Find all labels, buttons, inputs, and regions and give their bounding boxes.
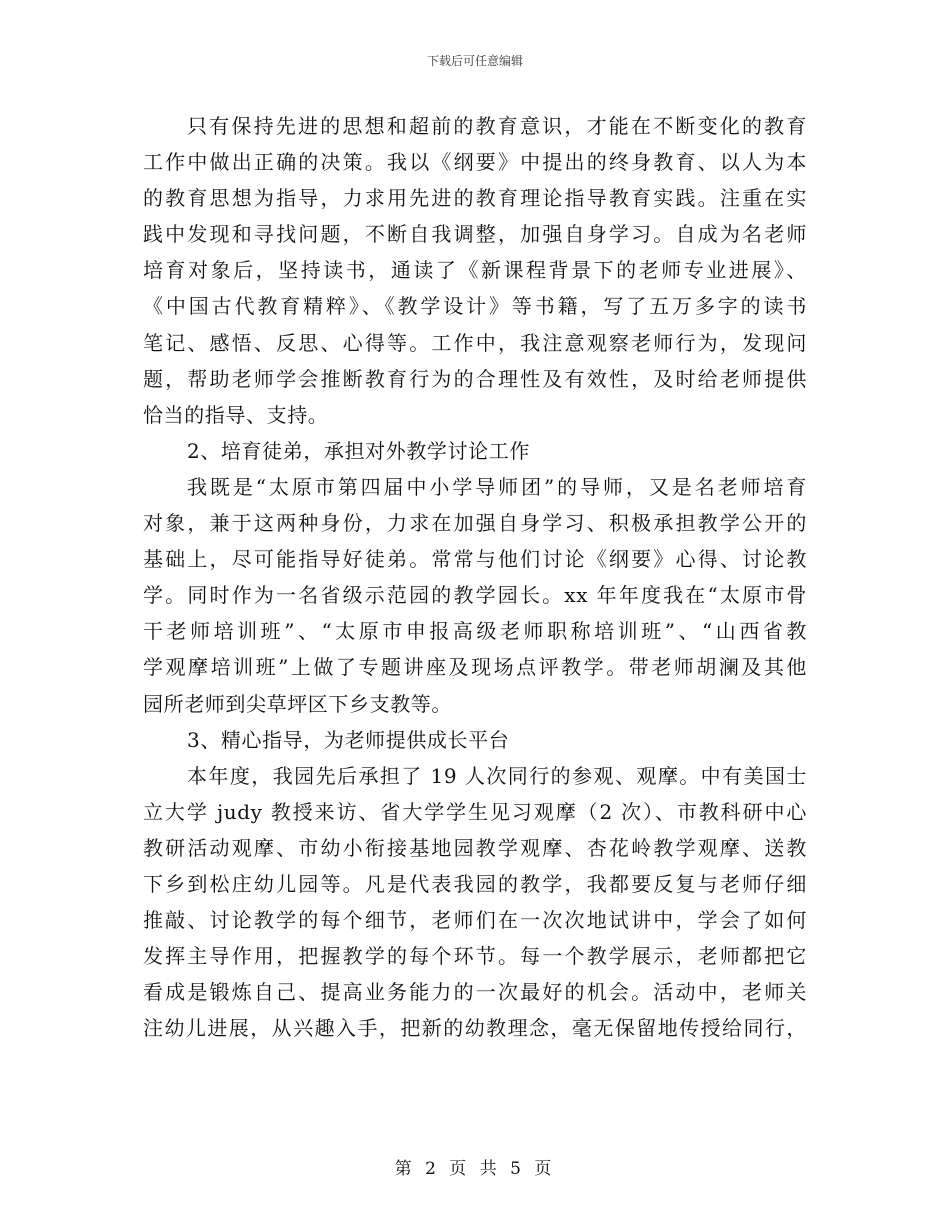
text-line: 培育对象后，坚持读书，通读了《新课程背景下的老师专业进展》、	[143, 258, 807, 283]
section-heading: 2、培育徒弟，承担对外教学讨论工作	[187, 438, 530, 463]
text-line: 题，帮助老师学会推断教育行为的合理性及有效性，及时给老师提供	[143, 366, 807, 391]
text-line: 发挥主导作用，把握教学的每个环节。每一个教学展示，老师都把它	[143, 944, 807, 969]
text-line: 学观摩培训班”上做了专题讲座及现场点评教学。带老师胡澜及其他	[143, 655, 807, 680]
text-line: 干老师培训班”、“太原市申报高级老师职称培训班”、“山西省教	[143, 619, 807, 644]
text-line: 教研活动观摩、市幼小衔接基地园教学观摩、杏花岭教学观摩、送教	[143, 835, 807, 860]
text-line: 我既是“太原市第四届中小学导师团”的导师，又是名老师培育	[187, 474, 807, 499]
text-line: 对象，兼于这两种身份，力求在加强自身学习、积极承担教学公开的	[143, 511, 807, 536]
text-line: 恰当的指导、支持。	[143, 402, 329, 427]
text-line: 注幼儿进展，从兴趣入手，把新的幼教理念，毫无保留地传授给同行，	[143, 1016, 807, 1041]
text-line: 本年度，我园先后承担了 19 人次同行的参观、观摩。中有美国士	[187, 763, 807, 788]
page-number: 第 2 页 共 5 页	[394, 1159, 556, 1179]
text-line: 的教育思想为指导，力求用先进的教育理论指导教育实践。注重在实	[143, 186, 807, 211]
page-header: 下载后可任意编辑	[426, 54, 523, 68]
text-line: 工作中做出正确的决策。我以《纲要》中提出的终身教育、以人为本	[143, 150, 807, 175]
section-heading: 3、精心指导，为老师提供成长平台	[187, 727, 510, 752]
text-line: 下乡到松庄幼儿园等。凡是代表我园的教学，我都要反复与老师仔细	[143, 871, 807, 896]
text-line: 看成是锻炼自己、提高业务能力的一次最好的机会。活动中，老师关	[143, 980, 807, 1005]
text-line: 园所老师到尖草坪区下乡支教等。	[143, 691, 452, 716]
text-line: 践中发现和寻找问题，不断自我调整，加强自身学习。自成为名老师	[143, 222, 807, 247]
text-line: 推敲、讨论教学的每个细节，老师们在一次次地试讲中，学会了如何	[143, 908, 807, 933]
body-text	[143, 108, 807, 1046]
text-line: 立大学 judy 教授来访、省大学学生见习观摩（2 次）、市教科研中心	[143, 799, 807, 824]
text-line: 只有保持先进的思想和超前的教育意识，才能在不断变化的教育	[187, 114, 807, 138]
text-line: 笔记、感悟、反思、心得等。工作中，我注意观察老师行为，发现问	[143, 330, 807, 355]
text-line: 基础上，尽可能指导好徒弟。常常与他们讨论《纲要》心得、讨论教	[143, 547, 807, 572]
text-line: 《中国古代教育精粹》、《教学设计》等书籍，写了五万多字的读书	[143, 294, 807, 319]
text-line: 学。同时作为一名省级示范园的教学园长。xx 年年度我在“太原市骨	[143, 583, 807, 608]
